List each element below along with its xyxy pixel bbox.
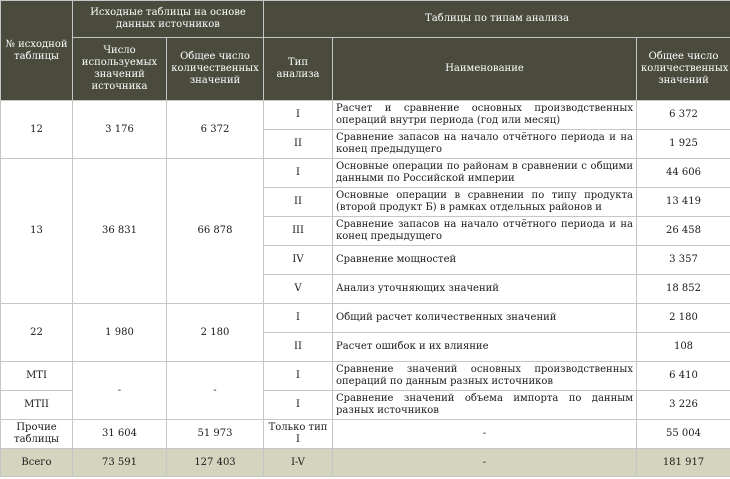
header-group-analysis: Таблицы по типам анализа bbox=[264, 1, 730, 38]
type-cell: V bbox=[264, 275, 333, 304]
name-cell: Анализ уточняющих значений bbox=[333, 275, 637, 304]
name-cell: Сравнение значений основных производственных операций по данным разных источников bbox=[333, 362, 637, 391]
name-cell: Сравнение значений объема импорта по данным разных источников bbox=[333, 391, 637, 420]
name-cell: - bbox=[333, 449, 637, 477]
count-used-cell: 31 604 bbox=[73, 420, 167, 449]
table-no-cell: Прочие таблицы bbox=[1, 420, 73, 449]
table-row bbox=[1, 362, 730, 391]
header-group-source: Исходные таблицы на основе данных источников bbox=[73, 1, 264, 38]
table-no-cell: 12 bbox=[1, 101, 73, 159]
header-type: Тип анализа bbox=[264, 38, 333, 101]
count-used-cell: 73 591 bbox=[73, 449, 167, 477]
total-quant-cell: 51 973 bbox=[167, 420, 264, 449]
value-cell: 108 bbox=[637, 333, 730, 362]
value-cell: 3 357 bbox=[637, 246, 730, 275]
type-cell: III bbox=[264, 217, 333, 246]
header-total-quant: Общее число количественных значений bbox=[167, 38, 264, 101]
count-used-cell: - bbox=[73, 362, 167, 420]
total-row bbox=[1, 449, 730, 477]
value-cell: 13 419 bbox=[637, 188, 730, 217]
value-cell: 181 917 bbox=[637, 449, 730, 477]
total-quant-cell: 2 180 bbox=[167, 304, 264, 362]
count-used-cell: 36 831 bbox=[73, 159, 167, 304]
type-cell: I bbox=[264, 101, 333, 130]
table-row bbox=[1, 101, 730, 130]
table-row bbox=[1, 304, 730, 333]
header-count-used: Число используемых значений источника bbox=[73, 38, 167, 101]
total-quant-cell: - bbox=[167, 362, 264, 420]
name-cell: Сравнение мощностей bbox=[333, 246, 637, 275]
type-cell: I bbox=[264, 391, 333, 420]
table-row bbox=[1, 159, 730, 188]
value-cell: 3 226 bbox=[637, 391, 730, 420]
value-cell: 44 606 bbox=[637, 159, 730, 188]
table-no-cell: 22 bbox=[1, 304, 73, 362]
type-cell: I bbox=[264, 304, 333, 333]
table-no-cell: MTII bbox=[1, 391, 73, 420]
value-cell: 2 180 bbox=[637, 304, 730, 333]
total-quant-cell: 66 878 bbox=[167, 159, 264, 304]
type-cell: IV bbox=[264, 246, 333, 275]
value-cell: 55 004 bbox=[637, 420, 730, 449]
value-cell: 6 372 bbox=[637, 101, 730, 130]
type-cell: II bbox=[264, 333, 333, 362]
name-cell: Сравнение запасов на начало отчётного периода и на конец предыдущего bbox=[333, 130, 637, 159]
type-cell: I bbox=[264, 362, 333, 391]
table-no-cell: 13 bbox=[1, 159, 73, 304]
value-cell: 26 458 bbox=[637, 217, 730, 246]
total-quant-cell: 6 372 bbox=[167, 101, 264, 159]
header-name: Наименование bbox=[333, 38, 637, 101]
name-cell: Основные операции по районам в сравнении с общими данными по Российской империи bbox=[333, 159, 637, 188]
name-cell: Расчет и сравнение основных производственных операций внутри периода (год или месяц) bbox=[333, 101, 637, 130]
type-cell: II bbox=[264, 130, 333, 159]
count-used-cell: 3 176 bbox=[73, 101, 167, 159]
name-cell: Основные операции в сравнении по типу продукта (второй продукт Б) в рамках отдельных районов и bbox=[333, 188, 637, 217]
type-cell: Только тип I bbox=[264, 420, 333, 449]
name-cell: Сравнение запасов на начало отчётного периода и на конец предыдущего bbox=[333, 217, 637, 246]
count-used-cell: 1 980 bbox=[73, 304, 167, 362]
header-total-quant-2: Общее число количественных значений bbox=[637, 38, 730, 101]
type-cell: II bbox=[264, 188, 333, 217]
total-label: Всего bbox=[1, 449, 73, 477]
table-row bbox=[1, 420, 730, 449]
table-no-cell: MTI bbox=[1, 362, 73, 391]
type-cell: I bbox=[264, 159, 333, 188]
total-quant-cell: 127 403 bbox=[167, 449, 264, 477]
value-cell: 1 925 bbox=[637, 130, 730, 159]
header-table-no: № исходной таблицы bbox=[1, 1, 73, 101]
type-cell: I-V bbox=[264, 449, 333, 477]
name-cell: - bbox=[333, 420, 637, 449]
value-cell: 6 410 bbox=[637, 362, 730, 391]
name-cell: Общий расчет количественных значений bbox=[333, 304, 637, 333]
name-cell: Расчет ошибок и их влияние bbox=[333, 333, 637, 362]
value-cell: 18 852 bbox=[637, 275, 730, 304]
